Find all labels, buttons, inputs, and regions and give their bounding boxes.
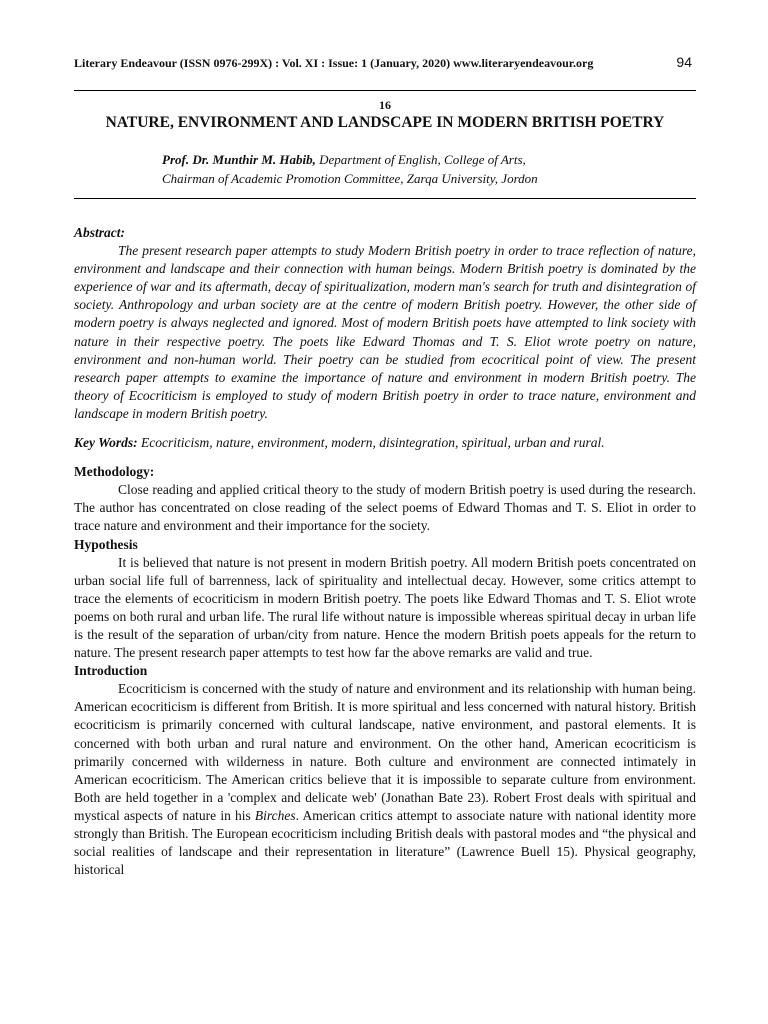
introduction-text — [74, 680, 696, 879]
page-number: 94 — [676, 54, 692, 70]
journal-citation: Literary Endeavour (ISSN 0976-299X) : Vol. XI : Issue: 1 (January, 2020) www.literaryendeavour.org — [74, 56, 594, 70]
keywords-label: Key Words: — [74, 435, 138, 451]
keywords-text: Ecocriticism, nature, environment, modern, disintegration, spiritual, urban and rural. — [137, 435, 605, 451]
header-divider — [74, 90, 696, 91]
introduction-heading: Introduction — [74, 663, 148, 679]
article-body — [74, 224, 696, 879]
methodology-heading: Methodology: — [74, 464, 155, 480]
article-number: 16 — [379, 98, 391, 112]
keywords — [74, 434, 696, 452]
title-divider — [74, 198, 696, 199]
running-header — [74, 56, 696, 76]
author-line — [162, 150, 682, 169]
introduction-text-part2: . American critics attempt to associate nature with national identity more strongly than British. The European ecocriticism including British deals with pastoral modes and “the physical and social realities of landscape and their representation in literature” (Lawrence Buell 15). Physical geography, historical — [74, 807, 696, 878]
affiliation-line2: Chairman of Academic Promotion Committee, Zarqa University, Jordon — [162, 171, 538, 186]
hypothesis-text: It is believed that nature is not present in modern British poetry. All modern British poets concentrated on urban social life full of barrenness, lack of spirituality and intellectual decay. However, some critics attempt to trace the elements of ecocriticism in modern British poetry. The poets like Edward Thomas and T. S. Eliot wrote poems on both rural and urban life. The rural life without nature is impossible whereas spiritual decay in urban life is the result of the separation of urban/city from nature. Hence the modern British poets appeals for the return to nature. The present research paper attempts to test how far the above remarks are valid and true. — [74, 554, 696, 661]
introduction-text-part1: Ecocriticism is concerned with the study of nature and environment and its relationship with human being. American ecocriticism is different from British. It is more spiritual and less concerned with natural history. British ecocriticism is primarily concerned with cultural landscape, native environment, and pastoral elements. It is concerned with both urban and rural nature and environment. On the other hand, American ecocriticism is primarily concerned with wilderness in nature. Both culture and environment are connected intimately in American ecocriticism. The American critics believe that it is impossible to separate culture from environment. Both are held together in a 'complex and delicate web' (Jonathan Bate 23). Robert Frost deals with spiritual and mystical aspects of nature in his — [74, 681, 696, 823]
poem-title: Birches — [254, 807, 296, 823]
hypothesis-heading: Hypothesis — [74, 536, 138, 552]
author-block — [162, 150, 682, 188]
author-name: Prof. Dr. Munthir M. Habib, — [162, 152, 316, 167]
abstract-text: The present research paper attempts to study Modern British poetry in order to trace reflection of nature, environment and landscape and their connection with human beings. Modern British poetry is dominated by the experience of war and its aftermath, decay of spiritualization, modern man's search for truth and disintegration of society. Anthropology and urban society are at the centre of modern British poetry. However, the other side of modern poetry is always neglected and ignored. Most of modern British poets have attempted to link society with nature in their respective poetry. The poets like Edward Thomas and T. S. Eliot wrote poetry on nature, environment and non-human world. Their poetry can be studied from ecocritical point of view. The present research paper attempts to examine the importance of nature and environment in modern British poetry. The theory of Ecocriticism is employed to study of modern British poetry in order to trace nature, environment and landscape in modern British poetry. — [74, 243, 696, 421]
affiliation-line1: Department of English, College of Arts, — [319, 152, 526, 167]
article-title: NATURE, ENVIRONMENT AND LANDSCAPE IN MODERN BRITISH POETRY — [105, 114, 665, 131]
methodology-text: Close reading and applied critical theory to the study of modern British poetry is used during the research. The author has concentrated on close reading of the select poems of Edward Thomas and T. S. Eliot in order to trace nature and environment and their importance for the society. — [74, 482, 696, 534]
abstract-heading: Abstract: — [74, 225, 126, 240]
